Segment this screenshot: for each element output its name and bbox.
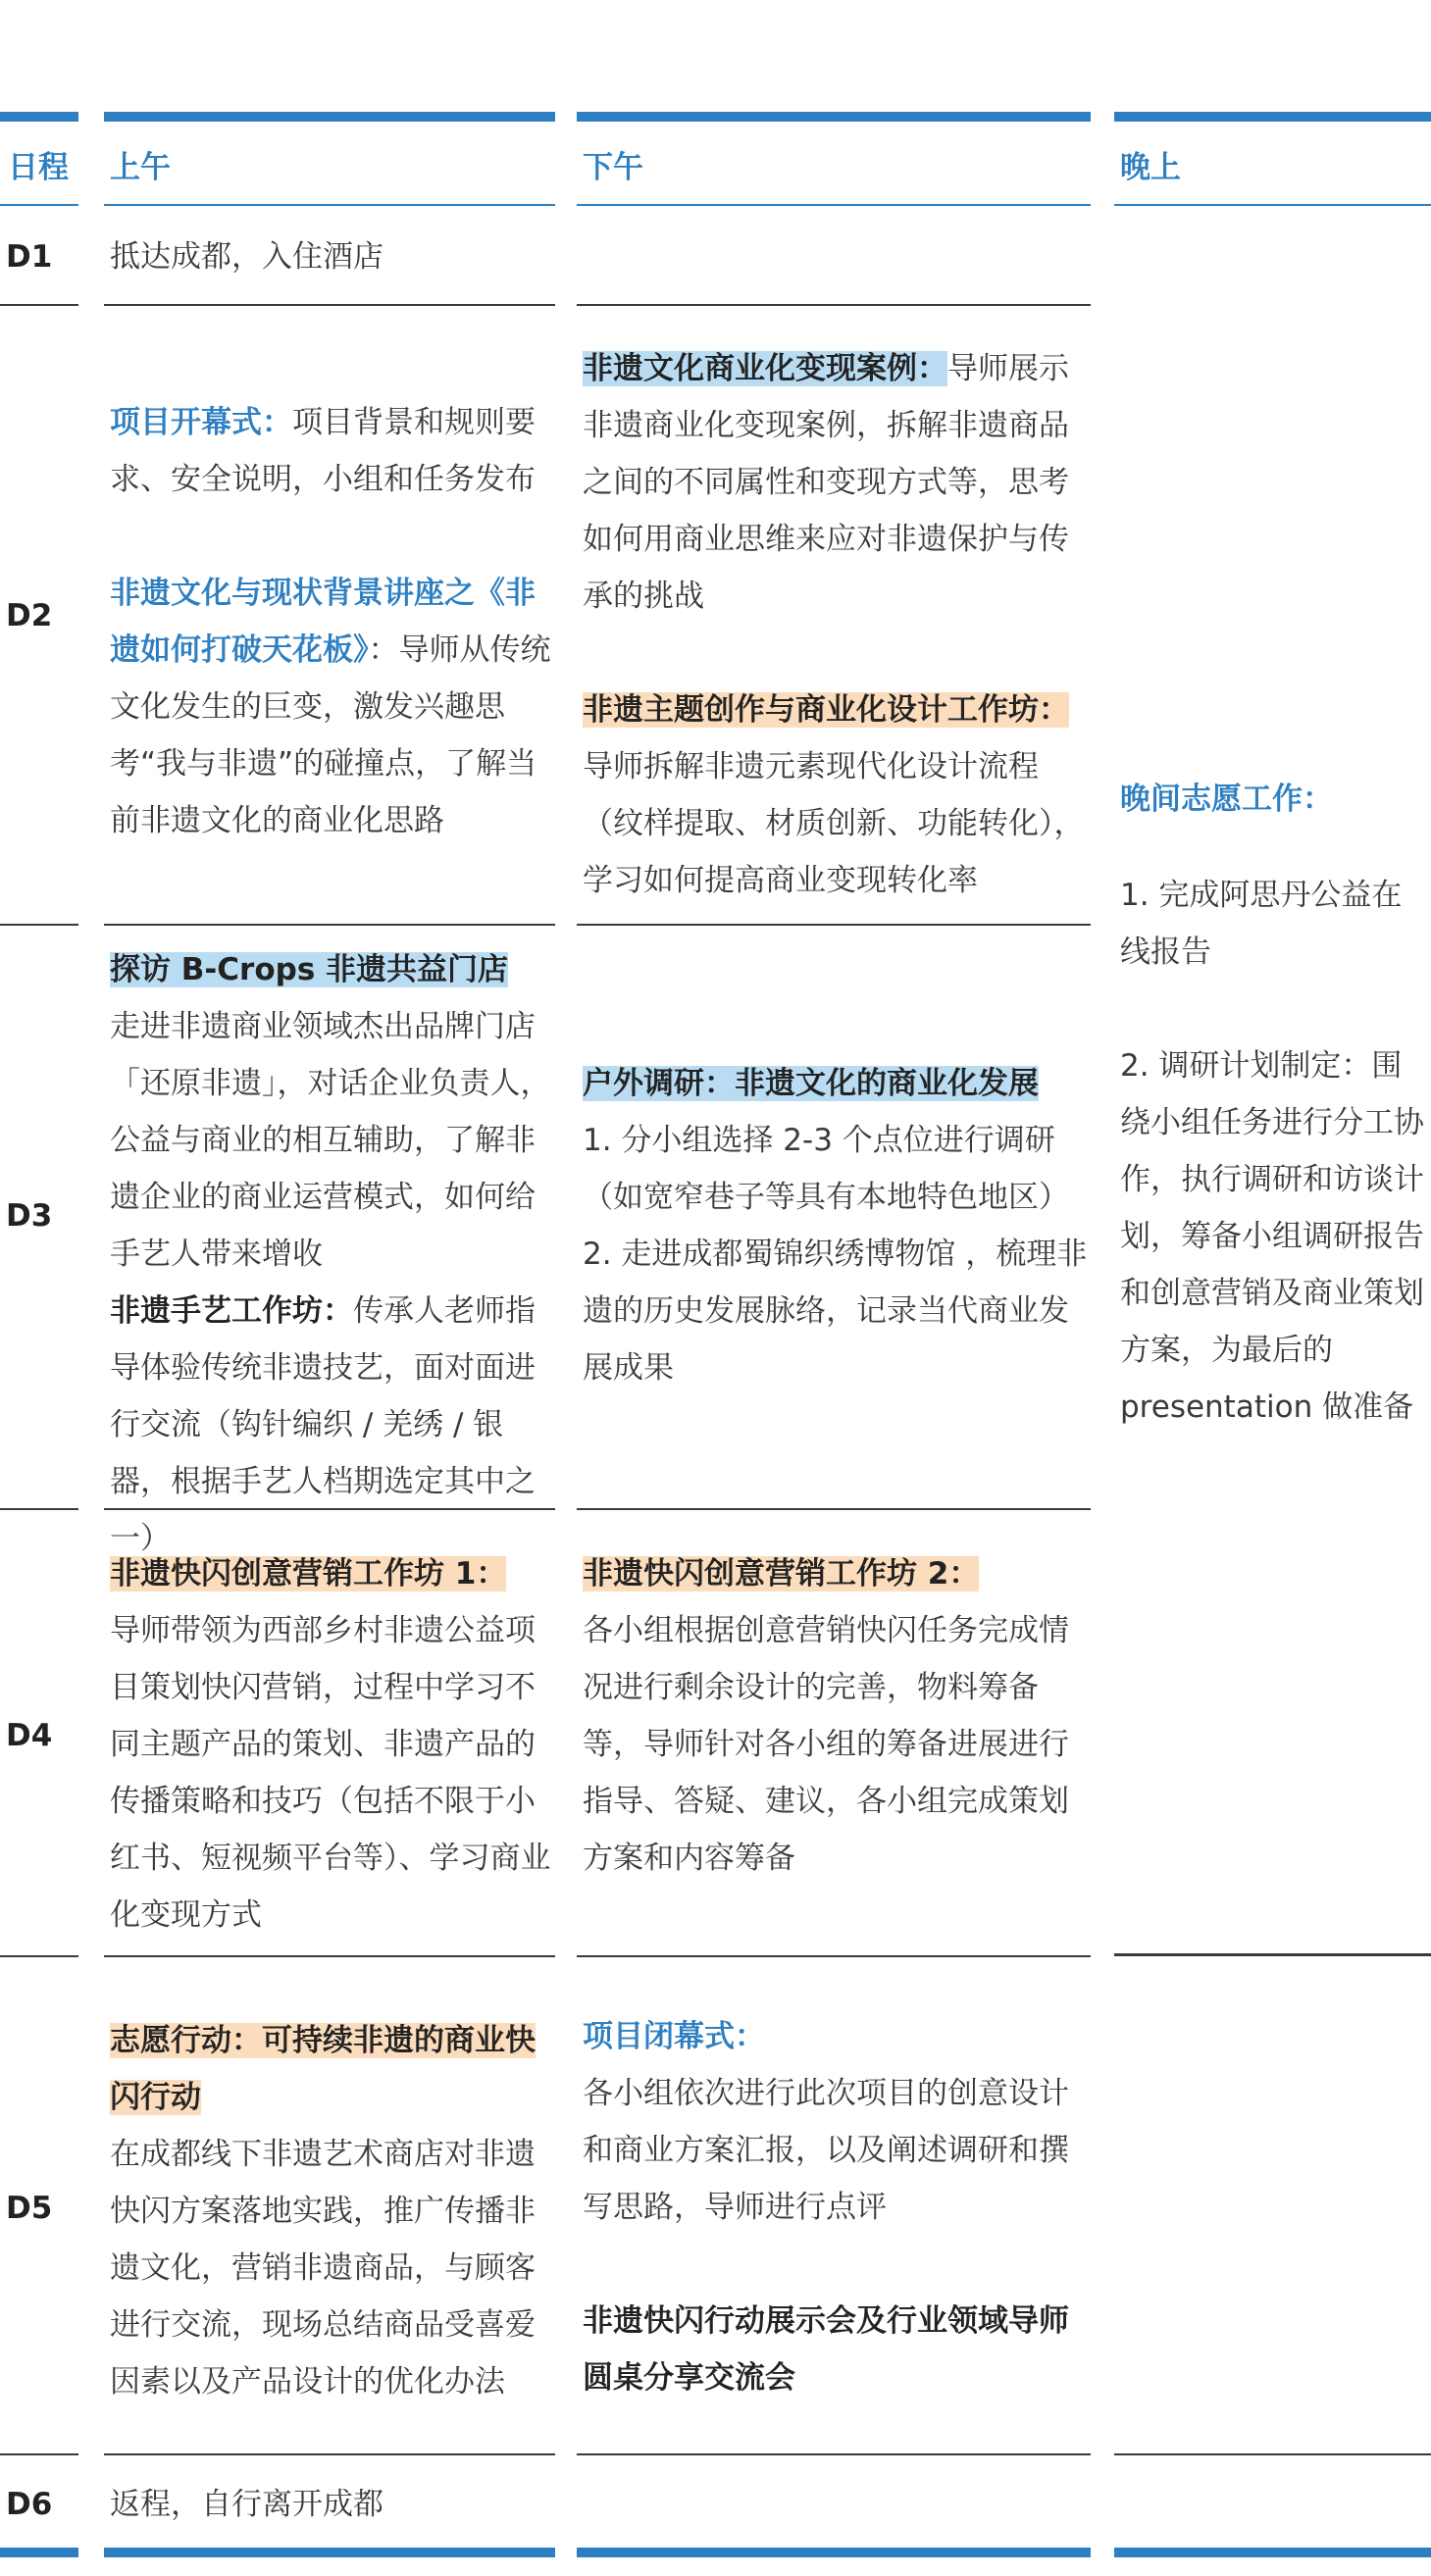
evening-item-2: 2. 调研计划制定：围绕小组任务进行分工协作，执行调研和访谈计划，筹备小组调研报告和创意营销及商业策划方案，为最后的 presentation 做准备 (1120, 1048, 1424, 1425)
row-divider (577, 1955, 1091, 1957)
d4-afternoon-text: 各小组根据创意营销快闪任务完成情况进行剩余设计的完善，物料筹备等，导师针对各小组的筹备进展进行指导、答疑、建议，各小组完成策划方案和内容筹备 (583, 1613, 1069, 1876)
d6-morning: 返程，自行离开成都 (110, 2487, 383, 2522)
d2-morning-lecture-text: ：导师从传统文化发生的巨变，激发兴趣思考“我与非遗”的碰撞点，了解当前非遗文化的商业化思路 (110, 632, 551, 838)
d2-morning-opening-text: 项目背景和规则要求、安全说明，小组和任务发布 (110, 405, 536, 497)
day-label-d5: D5 (6, 2191, 53, 2226)
row-divider (104, 2453, 555, 2455)
header-top-bar-evening (1114, 112, 1431, 122)
d3-morning (110, 941, 556, 1567)
d5-afternoon (583, 2008, 1093, 2406)
d3-morning-craft-text: 传承人老师指导体验传统非遗技艺，面对面进行交流（钩针编织 / 羌绣 / 银器，根据手艺人档期选定其中之一） (110, 1293, 536, 1556)
d4-afternoon (583, 1545, 1093, 1887)
row-divider (104, 1508, 555, 1510)
d2-morning (110, 394, 556, 849)
d4-morning-text: 导师带领为西部乡村非遗公益项目策划快闪营销，过程中学习不同主题产品的策划、非遗产品的传播策略和技巧（包括不限于小红书、短视频平台等）、学习商业化变现方式 (110, 1613, 551, 1933)
header-evening: 晚上 (1120, 150, 1181, 185)
d3-morning-visit-text: 走进非遗商业领域杰出品牌门店「还原非遗」，对话企业负责人，公益与商业的相互辅助，了解非遗企业的商业运营模式，如何给手艺人带来增收 (110, 1009, 551, 1272)
row-divider (0, 304, 78, 306)
d3-afternoon (583, 1055, 1093, 1396)
d4-afternoon-title: 非遗快闪创意营销工作坊 2： (583, 1556, 980, 1591)
row-divider (577, 1508, 1091, 1510)
row-divider (104, 924, 555, 926)
day-label-d2: D2 (6, 598, 53, 633)
d5-morning-text: 在成都线下非遗艺术商店对非遗快闪方案落地实践，推广传播非遗文化，营销非遗商品，与顾客进行交流，现场总结商品受喜爱因素以及产品设计的优化办法 (110, 2137, 536, 2399)
row-divider (0, 924, 78, 926)
evening-volunteer (1120, 771, 1426, 1436)
d5-morning (110, 2012, 556, 2410)
d3-morning-craft-title: 非遗手艺工作坊： (110, 1293, 353, 1329)
row-divider (104, 304, 555, 306)
d5-morning-title: 志愿行动：可持续非遗的商业快闪行动 (110, 2023, 536, 2115)
d2-afternoon-workshop-text: 导师拆解非遗元素现代化设计流程（纹样提取、材质创新、功能转化），学习如何提高商业变现转化率 (583, 749, 1085, 898)
d3-afternoon-title: 户外调研：非遗文化的商业化发展 (583, 1066, 1039, 1101)
day-label-d4: D4 (6, 1718, 53, 1753)
table-bottom-bar (0, 2548, 78, 2557)
d4-morning (110, 1545, 556, 1944)
d2-afternoon (583, 340, 1093, 909)
header-divider (104, 204, 555, 206)
d5-afternoon-showcase-title: 非遗快闪行动展示会及行业领域导师圆桌分享交流会 (583, 2303, 1069, 2396)
d2-morning-lecture-title: 非遗文化与现状背景讲座之《非遗如何打破天花板》 (110, 576, 536, 668)
day-label-d1: D1 (6, 239, 53, 275)
row-divider (1114, 1953, 1431, 1956)
header-day: 日程 (8, 150, 69, 185)
header-divider (1114, 204, 1431, 206)
d2-afternoon-case-title: 非遗文化商业化变现案例： (583, 351, 947, 386)
d3-afternoon-item-1: 1. 分小组选择 2-3 个点位进行调研（如宽窄巷子等具有本地特色地区） (583, 1123, 1069, 1215)
row-divider (577, 304, 1091, 306)
evening-title: 晚间志愿工作： (1120, 782, 1333, 817)
d2-afternoon-workshop-title: 非遗主题创作与商业化设计工作坊： (583, 692, 1069, 728)
header-top-bar-morning (104, 112, 555, 122)
d5-afternoon-closing-title: 项目闭幕式： (583, 2019, 765, 2054)
table-bottom-bar (577, 2548, 1091, 2557)
day-label-d6: D6 (6, 2487, 53, 2522)
row-divider (104, 1955, 555, 1957)
d2-morning-opening-title: 项目开幕式： (110, 405, 292, 440)
table-bottom-bar (104, 2548, 555, 2557)
evening-item-1: 1. 完成阿思丹公益在线报告 (1120, 878, 1403, 970)
row-divider (1114, 2453, 1431, 2455)
header-top-bar-afternoon (577, 112, 1091, 122)
header-divider (0, 204, 78, 206)
row-divider (0, 1955, 78, 1957)
row-divider (0, 2453, 78, 2455)
header-morning: 上午 (110, 150, 171, 185)
day-label-d3: D3 (6, 1198, 53, 1234)
header-afternoon: 下午 (583, 150, 643, 185)
header-divider (577, 204, 1091, 206)
table-bottom-bar (1114, 2548, 1431, 2557)
d3-afternoon-item-2: 2. 走进成都蜀锦织绣博物馆 ，梳理非遗的历史发展脉络，记录当代商业发展成果 (583, 1237, 1088, 1386)
d3-morning-visit-title: 探访 B-Crops 非遗共益门店 (110, 952, 509, 987)
d4-morning-title: 非遗快闪创意营销工作坊 1： (110, 1556, 507, 1591)
header-top-bar-day (0, 112, 78, 122)
row-divider (577, 2453, 1091, 2455)
d1-morning: 抵达成都，入住酒店 (110, 239, 383, 275)
row-divider (0, 1508, 78, 1510)
row-divider (577, 924, 1091, 926)
d2-afternoon-case-text: 导师展示非遗商业化变现案例，拆解非遗商品之间的不同属性和变现方式等，思考如何用商业思维来应对非遗保护与传承的挑战 (583, 351, 1069, 614)
d5-afternoon-closing-text: 各小组依次进行此次项目的创意设计和商业方案汇报，以及阐述调研和撰写思路，导师进行点评 (583, 2076, 1069, 2225)
